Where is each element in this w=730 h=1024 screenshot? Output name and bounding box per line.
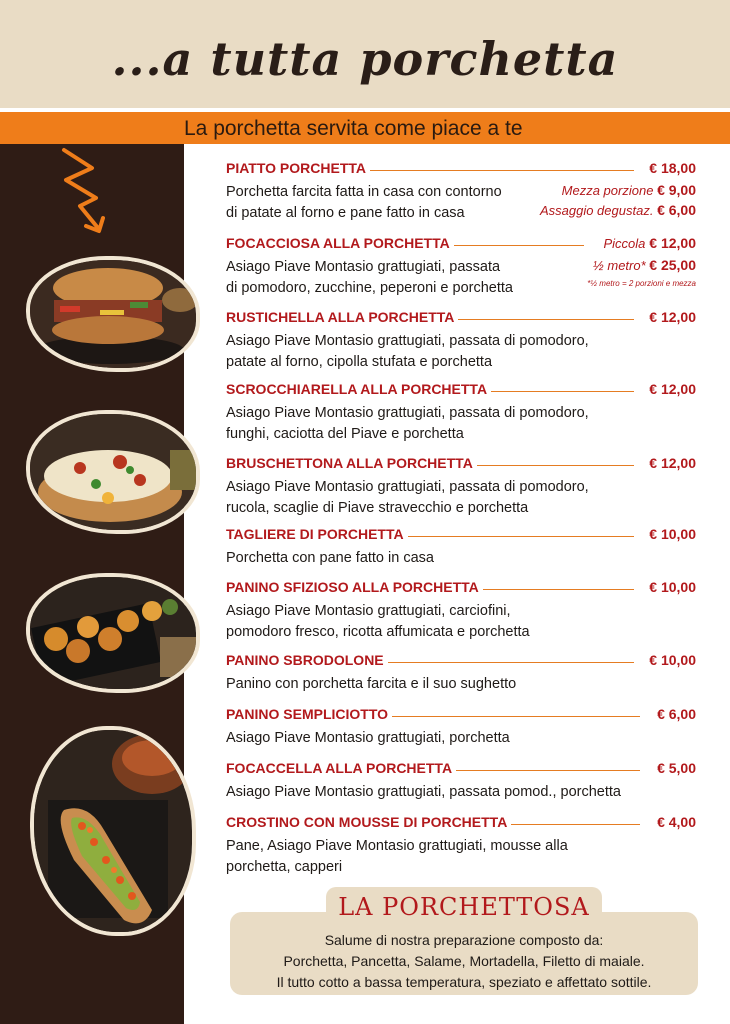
item-description-line: porchetta, capperi [226, 859, 343, 875]
photo-fritters [26, 573, 200, 693]
leader-line [470, 391, 634, 392]
item-description [226, 548, 696, 569]
photo-crostino [30, 726, 196, 936]
item-name: RUSTICHELLA ALLA PORCHETTA [226, 309, 458, 325]
item-price: € 12,00 [645, 309, 696, 325]
item-description-line: funghi, caciotta del Piave e porchetta [226, 426, 464, 442]
leader-line [386, 662, 634, 663]
item-name: PANINO SBRODOLONE [226, 652, 388, 668]
item-description-line: Porchetta farcita fatta in casa con contorno [226, 184, 502, 200]
item-extra-price [593, 257, 696, 273]
item-description-line: Asiago Piave Montasio grattugiati, carciofini, [226, 603, 511, 619]
item-name: PANINO SFIZIOSO ALLA PORCHETTA [226, 579, 483, 595]
item-extra-price [562, 182, 696, 198]
zigzag-arrow-icon [58, 146, 118, 236]
menu-item [226, 455, 696, 519]
item-name: FOCACCIOSA ALLA PORCHETTA [226, 235, 454, 251]
item-description-line: Asiago Piave Montasio grattugiati, passata di pomodoro, [226, 405, 589, 421]
porchettosa-description [230, 930, 698, 993]
leader-line [378, 716, 640, 717]
item-description-line: Asiago Piave Montasio grattugiati, porchetta [226, 730, 510, 746]
extra-price: € 25,00 [649, 257, 696, 273]
item-name: FOCACCELLA ALLA PORCHETTA [226, 760, 456, 776]
item-description [226, 601, 696, 643]
item-description-line: pomodoro fresco, ricotta affumicata e porchetta [226, 624, 530, 640]
item-description-line: Asiago Piave Montasio grattugiati, passata di pomodoro, [226, 479, 589, 495]
menu-item [226, 160, 696, 224]
leader-line [442, 319, 634, 320]
item-price-group [599, 235, 696, 251]
price-label: Piccola [603, 236, 646, 251]
item-description-line: Porchetta con pane fatto in casa [226, 550, 434, 566]
item-description [226, 403, 696, 445]
extra-label: ½ metro* [592, 258, 646, 273]
porchettosa-line: Il tutto cotto a bassa temperatura, speziato e affettato sottile. [276, 974, 652, 990]
item-description-line: patate al forno, cipolla stufata e porchetta [226, 354, 493, 370]
porchettosa-line: Salume di nostra preparazione composto da: [324, 932, 604, 948]
menu-item [226, 579, 696, 643]
item-description-line: Panino con porchetta farcita e il suo sughetto [226, 676, 517, 692]
menu-item [226, 526, 696, 569]
item-price: € 12,00 [645, 455, 696, 471]
item-price: € 4,00 [653, 814, 696, 830]
item-name: PIATTO PORCHETTA [226, 160, 370, 176]
item-description [226, 836, 696, 878]
item-price: € 10,00 [645, 652, 696, 668]
photo-sandwich [26, 256, 200, 372]
leader-line [361, 170, 634, 171]
item-price: € 10,00 [645, 526, 696, 542]
page-title: ...a tutta porchetta [111, 32, 619, 86]
menu-item [226, 309, 696, 373]
item-description-line: di pomodoro, zucchine, peperoni e porchetta [226, 280, 513, 296]
item-description-line: rucola, scaglie di Piave stravecchio e porchetta [226, 500, 529, 516]
item-description-line: Asiago Piave Montasio grattugiati, passata pomod., porchetta [226, 784, 621, 800]
item-extra-price [540, 202, 696, 218]
leader-line [438, 770, 640, 771]
item-price: € 12,00 [649, 235, 696, 251]
page-subtitle: La porchetta servita come piace a te [184, 117, 523, 140]
item-description-line: Asiago Piave Montasio grattugiati, passata di pomodoro, [226, 333, 589, 349]
porchettosa-title: LA PORCHETTOSA [338, 893, 590, 921]
leader-line [438, 245, 584, 246]
item-description [226, 331, 696, 373]
item-note: *½ metro = 2 porzioni e mezza [587, 279, 696, 288]
menu-item [226, 706, 696, 749]
item-price: € 18,00 [645, 160, 696, 176]
leader-line [396, 536, 634, 537]
item-name: TAGLIERE DI PORCHETTA [226, 526, 408, 542]
item-description [226, 782, 696, 803]
item-price: € 12,00 [645, 381, 696, 397]
item-name: BRUSCHETTONA ALLA PORCHETTA [226, 455, 477, 471]
leader-line [460, 465, 634, 466]
item-name: PANINO SEMPLICIOTTO [226, 706, 392, 722]
item-description-line: di patate al forno e pane fatto in casa [226, 205, 465, 221]
menu-item [226, 760, 696, 803]
extra-label: Assaggio degustaz. [539, 203, 654, 218]
porchettosa-line: Porchetta, Pancetta, Salame, Mortadella, Filetto di maiale. [283, 953, 645, 969]
item-price: € 6,00 [653, 706, 696, 722]
item-name: SCROCCHIARELLA ALLA PORCHETTA [226, 381, 491, 397]
menu-item [226, 652, 696, 695]
item-description [226, 477, 696, 519]
photo-bruschetta [26, 410, 200, 534]
item-description [226, 674, 696, 695]
menu-item [226, 381, 696, 445]
extra-price: € 6,00 [657, 202, 696, 218]
leader-line [468, 589, 634, 590]
item-description-line: Asiago Piave Montasio grattugiati, passata [226, 259, 501, 275]
item-description-line: Pane, Asiago Piave Montasio grattugiati, mousse alla [226, 838, 568, 854]
item-description [226, 728, 696, 749]
menu-item [226, 235, 696, 299]
menu-item [226, 814, 696, 878]
extra-price: € 9,00 [657, 182, 696, 198]
item-price: € 5,00 [653, 760, 696, 776]
extra-label: Mezza porzione [561, 183, 654, 198]
item-price: € 10,00 [645, 579, 696, 595]
item-name: CROSTINO CON MOUSSE DI PORCHETTA [226, 814, 511, 830]
